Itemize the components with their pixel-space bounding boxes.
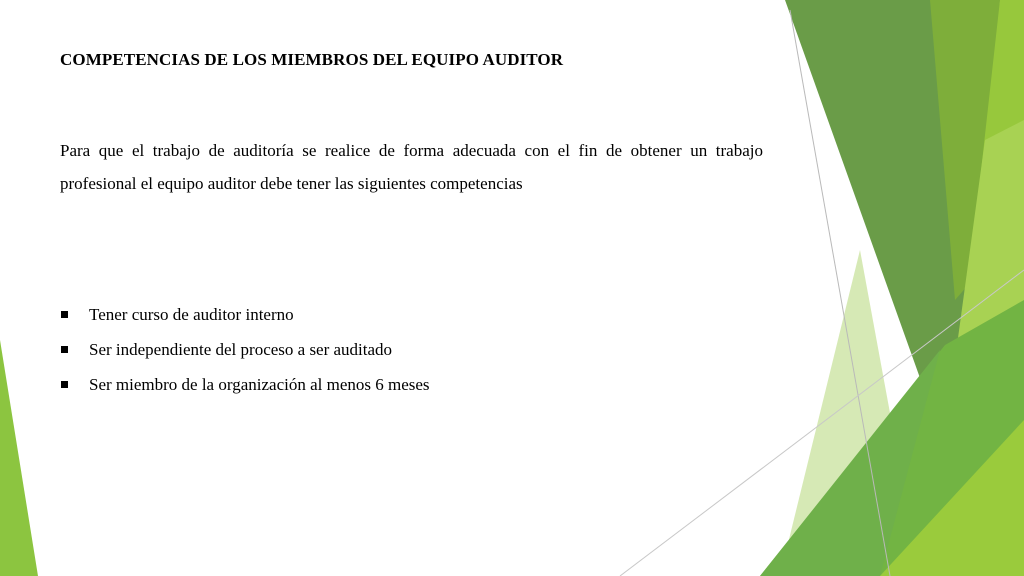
competencies-list xyxy=(60,297,430,402)
list-item xyxy=(60,332,430,367)
left-green-sliver xyxy=(0,340,38,576)
square-bullet-icon xyxy=(61,311,68,318)
intro-paragraph: Para que el trabajo de auditoría se realice de forma adecuada con el fin de obtener un trabajo profesional el equipo auditor debe tener las siguientes competencias xyxy=(60,141,763,193)
list-item-text: Ser independiente del proceso a ser auditado xyxy=(89,340,393,359)
slide-title: COMPETENCIAS DE LOS MIEMBROS DEL EQUIPO AUDITOR xyxy=(60,50,564,69)
list-item-text: Ser miembro de la organización al menos 6 meses xyxy=(89,375,430,394)
square-bullet-icon xyxy=(61,346,68,353)
list-item xyxy=(60,297,430,332)
list-item xyxy=(60,367,430,402)
square-bullet-icon xyxy=(61,381,68,388)
list-item-text: Tener curso de auditor interno xyxy=(89,305,294,324)
